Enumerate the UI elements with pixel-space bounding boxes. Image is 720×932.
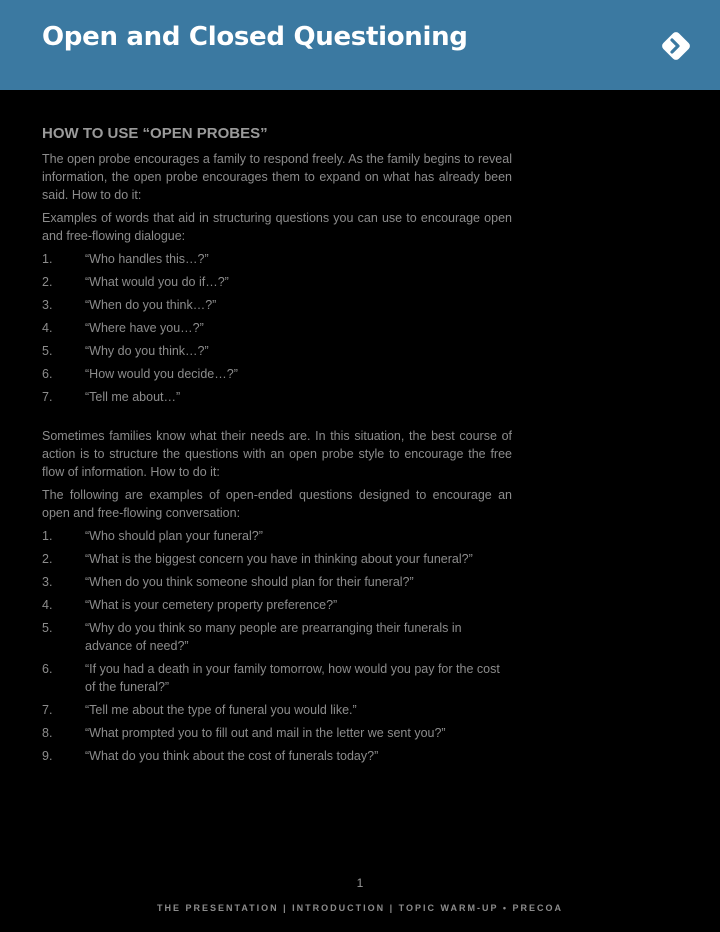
list-item-text: “What is the biggest concern you have in thinking about your funeral?” (85, 552, 473, 566)
list-item-number: 9. (42, 749, 53, 763)
list-item (42, 660, 512, 696)
list-item (42, 701, 512, 719)
list-item-number: 3. (42, 298, 53, 312)
list-item-number: 7. (42, 390, 53, 404)
list-item (42, 250, 512, 268)
examples-intro-paragraph: Examples of words that aid in structuring questions you can use to encourage open and free-flowing dialogue: (42, 211, 512, 243)
list-item (42, 273, 512, 291)
main-content (42, 124, 512, 770)
list-item-number: 7. (42, 703, 53, 717)
list-item (42, 319, 512, 337)
list-item-text: “If you had a death in your family tomorrow, how would you pay for the cost of the funeral?” (85, 662, 500, 694)
page-header (0, 0, 720, 90)
intro-paragraph: The open probe encourages a family to respond freely. As the family begins to reveal information, the open probe encourages them to expand on what has already been said. How to do it: (42, 152, 512, 202)
list-item (42, 365, 512, 383)
list-item-text: “Where have you…?” (85, 321, 204, 335)
list-item-text: “Who handles this…?” (85, 252, 209, 266)
questions-intro-paragraph: The following are examples of open-ended questions designed to encourage an open and free-flowing conversation: (42, 488, 512, 520)
list-item-text: “What prompted you to fill out and mail in the letter we sent you?” (85, 726, 446, 740)
diamond-logo-icon (658, 28, 694, 64)
list-item (42, 596, 512, 614)
list-item-text: “Tell me about…” (85, 390, 181, 404)
list-item (42, 619, 512, 655)
section-spacer (42, 411, 512, 427)
list-item-number: 5. (42, 344, 53, 358)
page-number: 1 (356, 876, 364, 890)
list-item (42, 527, 512, 545)
list-item-number: 1. (42, 529, 53, 543)
questions-list (42, 527, 512, 765)
list-item-text: “When do you think someone should plan for their funeral?” (85, 575, 414, 589)
list-item-text: “What would you do if…?” (85, 275, 229, 289)
list-item-number: 4. (42, 321, 53, 335)
list-item-number: 6. (42, 367, 53, 381)
list-item (42, 296, 512, 314)
page-title: Open and Closed Questioning (42, 22, 468, 52)
list-item-text: “Why do you think so many people are prearranging their funerals in advance of need?” (85, 621, 462, 653)
section-heading: HOW TO USE “OPEN PROBES” (42, 125, 268, 142)
list-item (42, 388, 512, 406)
list-item-text: “When do you think…?” (85, 298, 217, 312)
list-item-number: 4. (42, 598, 53, 612)
list-item-number: 6. (42, 662, 53, 676)
list-item-number: 3. (42, 575, 53, 589)
list-item-number: 2. (42, 275, 53, 289)
list-item-text: “How would you decide…?” (85, 367, 238, 381)
list-item-text: “Who should plan your funeral?” (85, 529, 263, 543)
list-item-text: “What do you think about the cost of funerals today?” (85, 749, 379, 763)
list-item-text: “What is your cemetery property preference?” (85, 598, 338, 612)
needs-paragraph: Sometimes families know what their needs are. In this situation, the best course of action is to structure the questions with an open probe style to encourage the free flow of information. How to do it: (42, 429, 512, 479)
list-item-number: 8. (42, 726, 53, 740)
list-item (42, 747, 512, 765)
list-item-number: 1. (42, 252, 53, 266)
list-item-number: 5. (42, 621, 53, 635)
list-item-text: “Why do you think…?” (85, 344, 209, 358)
list-item-text: “Tell me about the type of funeral you would like.” (85, 703, 357, 717)
list-item-number: 2. (42, 552, 53, 566)
footer-breadcrumb: THE PRESENTATION | INTRODUCTION | TOPIC WARM-UP • PRECOA (156, 903, 564, 913)
probe-words-list (42, 250, 512, 406)
list-item (42, 573, 512, 591)
list-item (42, 550, 512, 568)
list-item (42, 342, 512, 360)
list-item (42, 724, 512, 742)
